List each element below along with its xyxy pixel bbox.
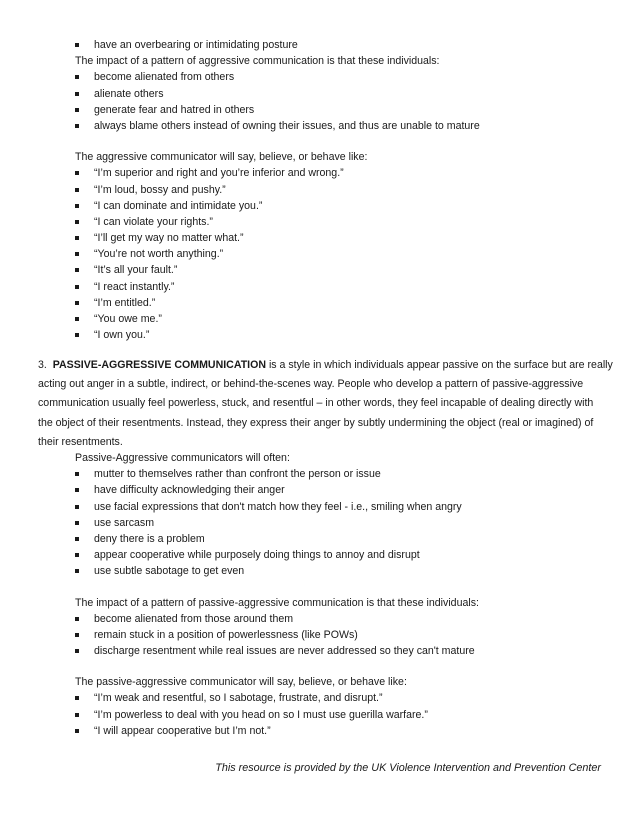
square-bullet-icon	[75, 188, 79, 192]
square-bullet-icon	[75, 108, 79, 112]
list-item: generate fear and hatred in others	[75, 102, 615, 118]
list-item: “It’s all your fault.”	[75, 262, 615, 278]
square-bullet-icon	[75, 333, 79, 337]
list-item: have an overbearing or intimidating posture	[75, 37, 615, 53]
square-bullet-icon	[75, 633, 79, 637]
square-bullet-icon	[75, 729, 79, 733]
say-intro: The aggressive communicator will say, believe, or behave like:	[75, 151, 368, 164]
impact-intro: The impact of a pattern of passive-aggressive communication is that these individuals:	[75, 596, 479, 609]
square-bullet-icon	[75, 713, 79, 717]
list-item: use sarcasm	[75, 515, 615, 531]
list-item: have difficulty acknowledging their anger	[75, 482, 615, 498]
list-item: “I’ll get my way no matter what.”	[75, 230, 615, 246]
section-3-paragraph: 3. PASSIVE-AGGRESSIVE COMMUNICATION is a style in which individuals appear passive on the surface but are really acting out anger in a subtle, indirect, or behind-the-scenes way. People who develop a pattern of passive-aggressive communication usually feel powerless, stuck, and resentful – in other words, they feel incapable of dealing directly with the object of their resentments. Instead, they express their anger by subtly undermining the object (real or imagined) of their resentments.	[38, 359, 613, 448]
square-bullet-icon	[75, 617, 79, 621]
impact-intro: The impact of a pattern of aggressive communication is that these individuals:	[75, 55, 440, 68]
list-item: appear cooperative while purposely doing things to annoy and disrupt	[75, 547, 615, 563]
list-item: “I react instantly.”	[75, 279, 615, 295]
list-item: use facial expressions that don't match how they feel - i.e., smiling when angry	[75, 499, 615, 515]
list-item: “I’m loud, bossy and pushy.”	[75, 182, 615, 198]
square-bullet-icon	[75, 236, 79, 240]
list-item: become alienated from those around them	[75, 611, 615, 627]
list-item: “You’re not worth anything.”	[75, 246, 615, 262]
square-bullet-icon	[75, 92, 79, 96]
say-intro: The passive-aggressive communicator will say, believe, or behave like:	[75, 676, 407, 689]
list-item: remain stuck in a position of powerlessness (like POWs)	[75, 627, 615, 643]
page-footer: This resource is provided by the UK Violence Intervention and Prevention Center	[215, 762, 601, 774]
list-item: use subtle sabotage to get even	[75, 563, 615, 579]
list-item: “I’m weak and resentful, so I sabotage, frustrate, and disrupt.”	[75, 690, 615, 706]
list-item: “I’m entitled.”	[75, 295, 615, 311]
square-bullet-icon	[75, 75, 79, 79]
square-bullet-icon	[75, 472, 79, 476]
passive-aggressive-block	[75, 450, 615, 739]
square-bullet-icon	[75, 317, 79, 321]
section-heading: PASSIVE-AGGRESSIVE COMMUNICATION	[52, 359, 266, 371]
list-item: “I own you.”	[75, 327, 615, 343]
list-item: “You owe me.”	[75, 311, 615, 327]
list-item: “I can violate your rights.”	[75, 214, 615, 230]
list-item: alienate others	[75, 86, 615, 102]
square-bullet-icon	[75, 553, 79, 557]
square-bullet-icon	[75, 696, 79, 700]
square-bullet-icon	[75, 285, 79, 289]
square-bullet-icon	[75, 301, 79, 305]
square-bullet-icon	[75, 220, 79, 224]
square-bullet-icon	[75, 649, 79, 653]
square-bullet-icon	[75, 124, 79, 128]
list-item: always blame others instead of owning their issues, and thus are unable to mature	[75, 118, 615, 134]
square-bullet-icon	[75, 268, 79, 272]
aggressive-block	[75, 37, 615, 343]
list-item: “I will appear cooperative but I’m not.”	[75, 723, 615, 739]
square-bullet-icon	[75, 43, 79, 47]
often-intro: Passive-Aggressive communicators will often:	[75, 452, 290, 464]
square-bullet-icon	[75, 204, 79, 208]
square-bullet-icon	[75, 488, 79, 492]
square-bullet-icon	[75, 171, 79, 175]
square-bullet-icon	[75, 521, 79, 525]
list-item: deny there is a problem	[75, 531, 615, 547]
list-item: mutter to themselves rather than confront the person or issue	[75, 466, 615, 482]
list-item: “I’m powerless to deal with you head on so I must use guerilla warfare.”	[75, 707, 615, 723]
square-bullet-icon	[75, 569, 79, 573]
list-item: “I’m superior and right and you’re inferior and wrong.”	[75, 165, 615, 181]
list-item: become alienated from others	[75, 69, 615, 85]
list-item: discharge resentment while real issues are never addressed so they can't mature	[75, 643, 615, 659]
square-bullet-icon	[75, 252, 79, 256]
list-item: “I can dominate and intimidate you.”	[75, 198, 615, 214]
square-bullet-icon	[75, 505, 79, 509]
square-bullet-icon	[75, 537, 79, 541]
section-number: 3.	[38, 359, 47, 371]
